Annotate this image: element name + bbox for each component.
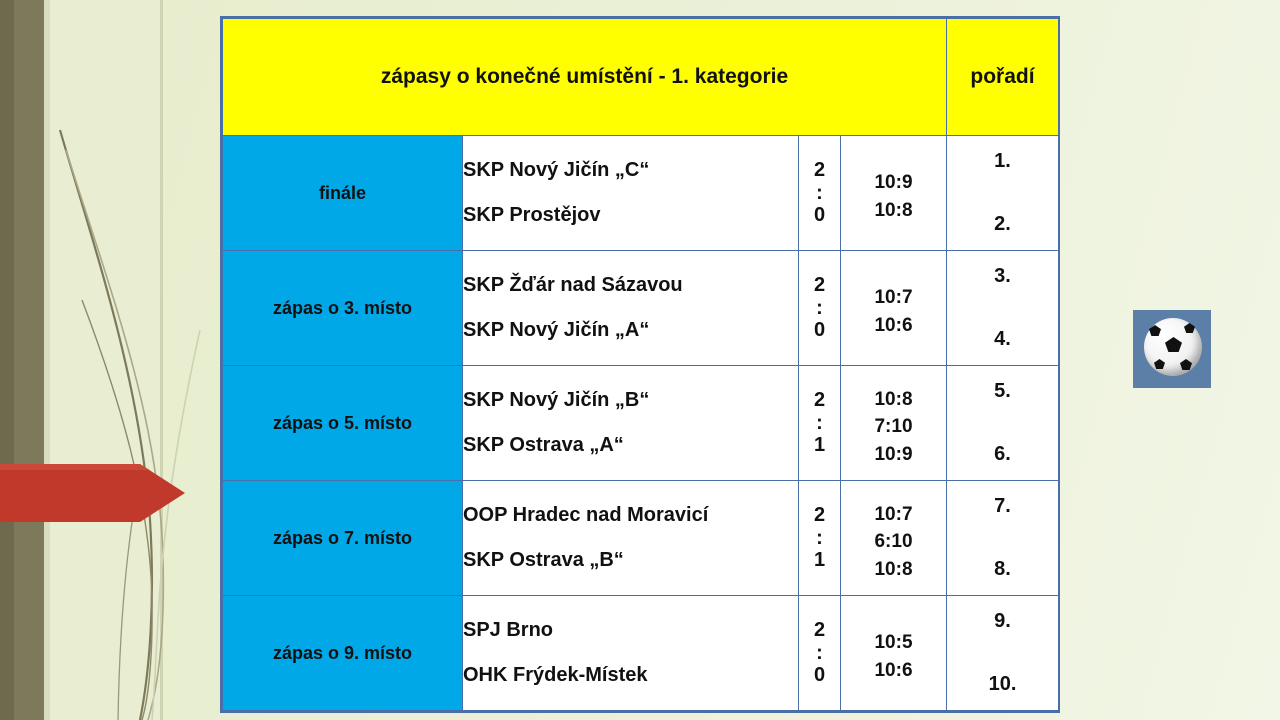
score-home: 2 — [813, 389, 826, 412]
ball-pentagon-top-left — [1149, 325, 1161, 336]
score-away: 0 — [813, 204, 826, 227]
match-score — [799, 251, 841, 366]
rank-home: 1. — [994, 150, 1011, 172]
table-title: zápasy o konečné umístění - 1. kategorie — [223, 19, 947, 136]
match-sets — [841, 481, 947, 596]
match-category: zápas o 3. místo — [223, 251, 463, 366]
ball-pentagon-top-right — [1184, 323, 1195, 333]
set-score: 10:8 — [874, 200, 913, 221]
set-score: 10:9 — [874, 172, 913, 194]
rank-away: 8. — [994, 558, 1011, 580]
match-teams — [463, 481, 799, 596]
match-ranks — [947, 596, 1059, 711]
match-teams — [463, 136, 799, 251]
set-score: 10:8 — [874, 558, 913, 580]
set-score: 7:10 — [874, 416, 913, 438]
score-separator: : — [816, 526, 823, 549]
score-away: 0 — [813, 319, 826, 342]
table-row — [223, 136, 1059, 251]
score-away: 1 — [813, 549, 826, 572]
score-away: 1 — [813, 434, 826, 457]
set-score: 10:7 — [874, 287, 913, 309]
match-category: zápas o 9. místo — [223, 596, 463, 711]
score-home: 2 — [813, 159, 826, 182]
rank-home: 5. — [994, 380, 1011, 402]
table-header-row — [223, 19, 1059, 136]
match-ranks — [947, 481, 1059, 596]
match-category: finále — [223, 136, 463, 251]
score-home: 2 — [813, 274, 826, 297]
set-score: 10:8 — [874, 388, 913, 410]
team-home: SKP Nový Jičín „B“ — [463, 389, 650, 411]
team-away: SKP Ostrava „B“ — [463, 549, 624, 571]
rank-home: 3. — [994, 265, 1011, 287]
table-row — [223, 596, 1059, 711]
set-score: 10:9 — [874, 443, 913, 465]
set-score: 10:6 — [874, 315, 913, 336]
ball-pentagon-bottom-left — [1154, 359, 1165, 369]
match-sets — [841, 251, 947, 366]
match-score — [799, 136, 841, 251]
table-row — [223, 481, 1059, 596]
match-score — [799, 596, 841, 711]
rank-away: 6. — [994, 443, 1011, 465]
score-separator: : — [816, 296, 823, 319]
score-away: 0 — [813, 664, 826, 687]
set-score: 10:5 — [874, 632, 913, 654]
soccer-ball — [1144, 318, 1202, 376]
match-category: zápas o 5. místo — [223, 366, 463, 481]
rank-away: 2. — [994, 213, 1011, 235]
set-score: 10:6 — [874, 660, 913, 681]
team-home: SPJ Brno — [463, 619, 554, 641]
match-sets — [841, 136, 947, 251]
ball-pentagon-bottom-right — [1180, 359, 1192, 370]
match-score — [799, 366, 841, 481]
soccer-ball-image — [1133, 310, 1211, 388]
score-home: 2 — [813, 504, 826, 527]
red-arrow-pointer — [0, 456, 185, 530]
match-teams — [463, 366, 799, 481]
set-score: 6:10 — [874, 531, 913, 553]
match-sets — [841, 366, 947, 481]
rank-home: 9. — [994, 610, 1011, 632]
team-home: SKP Žďár nad Sázavou — [463, 274, 683, 296]
match-ranks — [947, 251, 1059, 366]
score-separator: : — [816, 411, 823, 434]
set-score: 10:7 — [874, 503, 913, 525]
score-home: 2 — [813, 619, 826, 642]
team-home: OOP Hradec nad Moravicí — [463, 504, 709, 526]
team-away: SKP Nový Jičín „A“ — [463, 319, 650, 341]
table-row — [223, 251, 1059, 366]
results-table-container — [220, 16, 1060, 713]
team-home: SKP Nový Jičín „C“ — [463, 159, 650, 181]
rank-away: 4. — [994, 328, 1011, 350]
rank-away: 10. — [988, 673, 1017, 695]
match-ranks — [947, 136, 1059, 251]
match-sets — [841, 596, 947, 711]
team-away: SKP Ostrava „A“ — [463, 434, 624, 456]
rank-home: 7. — [994, 495, 1011, 517]
score-separator: : — [816, 181, 823, 204]
team-away: OHK Frýdek-Místek — [463, 664, 648, 686]
column-header-rank: pořadí — [947, 19, 1059, 136]
score-separator: : — [816, 641, 823, 664]
results-table — [222, 18, 1059, 711]
match-teams — [463, 251, 799, 366]
table-row — [223, 366, 1059, 481]
ball-pentagon-center — [1165, 337, 1182, 352]
match-category: zápas o 7. místo — [223, 481, 463, 596]
match-teams — [463, 596, 799, 711]
match-score — [799, 481, 841, 596]
team-away: SKP Prostějov — [463, 204, 601, 226]
match-ranks — [947, 366, 1059, 481]
